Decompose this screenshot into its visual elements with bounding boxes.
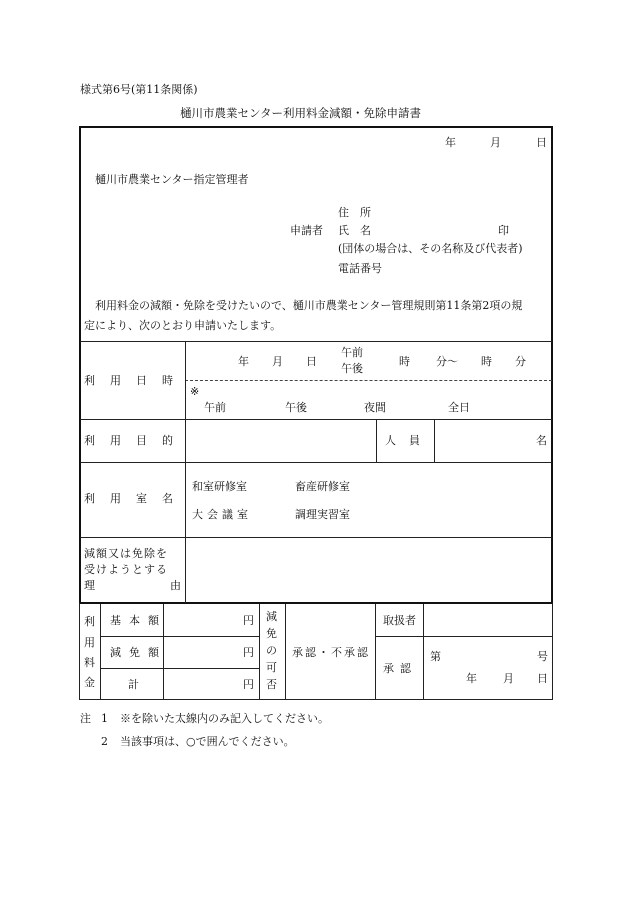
total-label: 計 bbox=[128, 678, 139, 691]
date-month-label: 月 bbox=[490, 136, 501, 149]
approval-options: 承認・不承認 bbox=[292, 646, 370, 659]
phone-label: 電話番号 bbox=[338, 262, 382, 275]
note-1-text: ※を除いた太線内のみ記入してください。 bbox=[120, 712, 329, 725]
approval-day-label: 日 bbox=[537, 672, 548, 685]
usage-am-label: 午前 bbox=[341, 346, 363, 359]
reason-label-2: 受けようとする bbox=[84, 563, 168, 576]
people-label: 人員 bbox=[385, 434, 433, 447]
usage-month-label: 月 bbox=[272, 355, 283, 368]
option-night: 夜間 bbox=[364, 401, 386, 414]
reason-label-3a: 理 bbox=[84, 579, 95, 592]
room-washitsu: 和室研修室 bbox=[192, 480, 247, 493]
reduce-char4: 可 bbox=[266, 661, 277, 674]
note-1-num: 1 bbox=[101, 712, 108, 725]
body-text-line1: 利用料金の減額・免除を受けたいので、樋川市農業センター管理規則第11条第2項の規 bbox=[95, 299, 523, 312]
usage-datetime-label: 利用日時 bbox=[84, 374, 188, 387]
group-note: (団体の場合は、その名称及び代表者) bbox=[338, 242, 523, 255]
usage-minute-label: 分 bbox=[515, 355, 526, 368]
room-chikusan: 畜産研修室 bbox=[295, 480, 350, 493]
reduction-amount-label: 減免額 bbox=[110, 646, 167, 659]
address-label: 住 所 bbox=[338, 206, 371, 219]
approval-month-label: 月 bbox=[503, 672, 514, 685]
yen-basic: 円 bbox=[243, 614, 254, 627]
date-year-label: 年 bbox=[445, 136, 456, 149]
note-mark: ※ bbox=[190, 385, 200, 398]
applicant-label: 申請者 bbox=[290, 224, 323, 237]
purpose-label: 利用目的 bbox=[84, 434, 188, 447]
usage-year-label: 年 bbox=[238, 355, 249, 368]
room-kaigi: 大会議室 bbox=[192, 508, 252, 521]
reduce-char1: 減 bbox=[266, 610, 277, 623]
option-allday: 全日 bbox=[448, 401, 470, 414]
reduce-char5: 否 bbox=[266, 678, 277, 691]
name-label: 氏 名 bbox=[338, 224, 371, 237]
form-number: 様式第6号(第11条関係) bbox=[80, 83, 198, 96]
people-unit: 名 bbox=[536, 434, 547, 447]
option-morning: 午前 bbox=[204, 401, 226, 414]
fee-label-char1: 利 bbox=[84, 615, 95, 628]
note-2-text: 当該事項は、○で囲んでください。 bbox=[120, 735, 295, 748]
usage-pm-label: 午後 bbox=[341, 362, 363, 375]
reason-label-1: 減額又は免除を bbox=[84, 547, 168, 560]
room-label: 利用室名 bbox=[84, 492, 188, 505]
yen-total: 円 bbox=[243, 678, 254, 691]
room-chouri: 調理実習室 bbox=[295, 508, 350, 521]
reduce-char3: の bbox=[266, 644, 277, 657]
usage-hour-label: 時 bbox=[399, 355, 410, 368]
number-suffix: 号 bbox=[537, 650, 548, 663]
seal-label: 印 bbox=[498, 224, 509, 237]
usage-day-label: 日 bbox=[306, 355, 317, 368]
basic-amount-label: 基本額 bbox=[110, 614, 167, 627]
fee-label-char4: 金 bbox=[84, 676, 95, 689]
date-day-label: 日 bbox=[536, 136, 547, 149]
usage-minute-from-label: 分～ bbox=[436, 355, 458, 368]
reduce-char2: 免 bbox=[266, 627, 277, 640]
usage-hour2-label: 時 bbox=[481, 355, 492, 368]
body-text-line2: 定により、次のとおり申請いたします。 bbox=[84, 319, 282, 332]
approval-year-label: 年 bbox=[466, 672, 477, 685]
option-afternoon: 午後 bbox=[285, 401, 307, 414]
yen-reduction: 円 bbox=[243, 646, 254, 659]
addressee: 樋川市農業センター指定管理者 bbox=[95, 173, 249, 186]
reason-label-3b: 由 bbox=[170, 579, 181, 592]
number-prefix: 第 bbox=[430, 650, 441, 663]
handler-label: 取扱者 bbox=[383, 614, 416, 627]
form-title: 樋川市農業センター利用料金減額・免除申請書 bbox=[180, 106, 422, 120]
note-2-num: 2 bbox=[101, 735, 108, 748]
approval-label: 承認 bbox=[383, 662, 417, 675]
fee-label-char2: 用 bbox=[84, 636, 95, 649]
fee-label-char3: 料 bbox=[84, 656, 95, 669]
notes-prefix: 注 bbox=[80, 712, 91, 725]
